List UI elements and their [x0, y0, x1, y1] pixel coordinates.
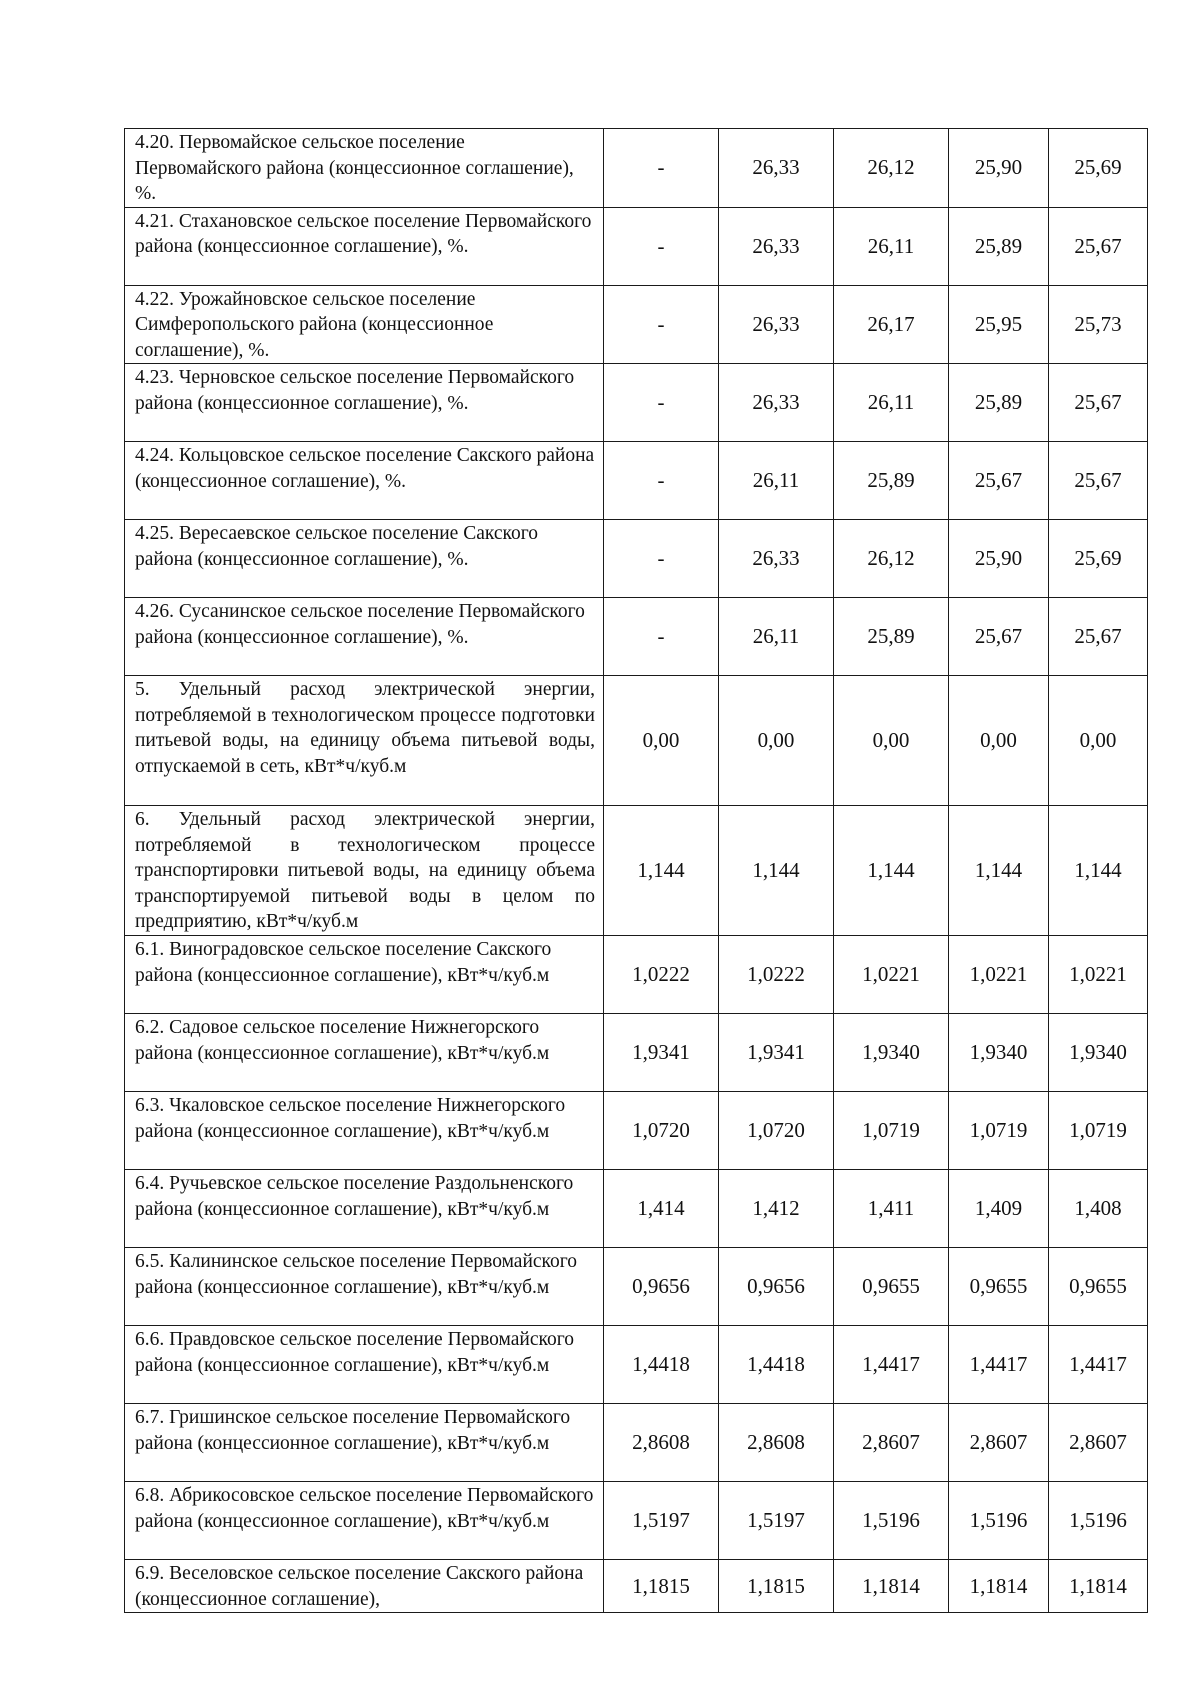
value-cell: 1,4418	[604, 1326, 719, 1404]
value-cell: 0,00	[1049, 676, 1148, 806]
table-row	[125, 1092, 1148, 1170]
value-cell: 1,1814	[1049, 1560, 1148, 1613]
value-cell: 2,8608	[719, 1404, 834, 1482]
value-cell: 2,8608	[604, 1404, 719, 1482]
value-cell: 1,0221	[949, 936, 1049, 1014]
value-cell: 1,5196	[1049, 1482, 1148, 1560]
value-cell: 26,33	[719, 364, 834, 442]
value-cell: -	[604, 442, 719, 520]
row-label-cell: 4.22. Урожайновское сельское поселение Симферопольского района (концессионное соглашение), %.	[125, 285, 604, 364]
row-label-cell: 6. Удельный расход электрической энергии, потребляемой в технологическом процессе транспортировки питьевой воды, на единицу объема транспортируемой питьевой воды в целом по предприятию, кВт*ч/куб.м	[125, 806, 604, 936]
value-cell: 0,00	[834, 676, 949, 806]
value-cell: 1,144	[719, 806, 834, 936]
value-cell: 1,9340	[949, 1014, 1049, 1092]
value-cell: 1,5196	[949, 1482, 1049, 1560]
value-cell: 26,33	[719, 285, 834, 364]
value-cell: 0,9655	[949, 1248, 1049, 1326]
row-label-cell: 6.6. Правдовское сельское поселение Первомайского района (концессионное соглашение), кВт*ч/куб.м	[125, 1326, 604, 1404]
value-cell: 1,5197	[604, 1482, 719, 1560]
row-label-cell: 6.3. Чкаловское сельское поселение Нижнегорского района (концессионное соглашение), кВт*ч/куб.м	[125, 1092, 604, 1170]
value-cell: 0,9655	[834, 1248, 949, 1326]
table-row	[125, 598, 1148, 676]
value-cell: 1,1815	[719, 1560, 834, 1613]
table-row	[125, 676, 1148, 806]
value-cell: 1,9340	[834, 1014, 949, 1092]
value-cell: 26,17	[834, 285, 949, 364]
row-label-cell: 5. Удельный расход электрической энергии, потребляемой в технологическом процессе подготовки питьевой воды, на единицу объема питьевой воды, отпускаемой в сеть, кВт*ч/куб.м	[125, 676, 604, 806]
value-cell: 1,4418	[719, 1326, 834, 1404]
value-cell: 1,411	[834, 1170, 949, 1248]
value-cell: 25,73	[1049, 285, 1148, 364]
value-cell: 25,67	[1049, 364, 1148, 442]
row-label-cell: 6.1. Виноградовское сельское поселение Сакского района (концессионное соглашение), кВт*ч/куб.м	[125, 936, 604, 1014]
row-label-cell: 6.5. Калининское сельское поселение Первомайского района (концессионное соглашение), кВт*ч/куб.м	[125, 1248, 604, 1326]
table-row	[125, 936, 1148, 1014]
value-cell: 25,67	[1049, 207, 1148, 285]
value-cell: 1,1814	[834, 1560, 949, 1613]
value-cell: -	[604, 207, 719, 285]
value-cell: 1,1814	[949, 1560, 1049, 1613]
row-label-cell: 4.24. Кольцовское сельское поселение Сакского района (концессионное соглашение), %.	[125, 442, 604, 520]
value-cell: -	[604, 364, 719, 442]
value-cell: 1,5196	[834, 1482, 949, 1560]
value-cell: 1,1815	[604, 1560, 719, 1613]
value-cell: 1,4417	[949, 1326, 1049, 1404]
value-cell: -	[604, 285, 719, 364]
row-label-cell: 4.21. Стахановское сельское поселение Первомайского района (концессионное соглашение), %.	[125, 207, 604, 285]
table-row	[125, 129, 1148, 208]
table-row	[125, 1014, 1148, 1092]
value-cell: 25,69	[1049, 520, 1148, 598]
value-cell: 26,12	[834, 520, 949, 598]
row-label-cell: 4.23. Черновское сельское поселение Первомайского района (концессионное соглашение), %.	[125, 364, 604, 442]
value-cell: 1,414	[604, 1170, 719, 1248]
table-row	[125, 1404, 1148, 1482]
value-cell: 1,0720	[604, 1092, 719, 1170]
value-cell: 2,8607	[1049, 1404, 1148, 1482]
value-cell: 25,67	[1049, 598, 1148, 676]
row-label-cell: 4.25. Вересаевское сельское поселение Сакского района (концессионное соглашение), %.	[125, 520, 604, 598]
table-body	[125, 129, 1148, 1613]
value-cell: 1,0221	[1049, 936, 1148, 1014]
table-row	[125, 1482, 1148, 1560]
value-cell: 1,409	[949, 1170, 1049, 1248]
value-cell: 25,90	[949, 520, 1049, 598]
value-cell: 0,00	[949, 676, 1049, 806]
table-row	[125, 520, 1148, 598]
row-label-cell: 6.2. Садовое сельское поселение Нижнегорского района (концессионное соглашение), кВт*ч/куб.м	[125, 1014, 604, 1092]
value-cell: 2,8607	[949, 1404, 1049, 1482]
value-cell: -	[604, 520, 719, 598]
value-cell: 25,89	[949, 364, 1049, 442]
table-row	[125, 285, 1148, 364]
value-cell: 0,00	[604, 676, 719, 806]
value-cell: 1,0719	[949, 1092, 1049, 1170]
table-row	[125, 1560, 1148, 1613]
row-label-cell: 4.20. Первомайское сельское поселение Первомайского района (концессионное соглашение), %.	[125, 129, 604, 208]
value-cell: 26,11	[719, 442, 834, 520]
value-cell: 26,12	[834, 129, 949, 208]
value-cell: 26,33	[719, 520, 834, 598]
value-cell: 1,412	[719, 1170, 834, 1248]
value-cell: 25,89	[834, 598, 949, 676]
value-cell: 25,95	[949, 285, 1049, 364]
value-cell: -	[604, 598, 719, 676]
value-cell: 25,67	[949, 598, 1049, 676]
table-row	[125, 1326, 1148, 1404]
value-cell: 1,144	[949, 806, 1049, 936]
value-cell: 1,0222	[604, 936, 719, 1014]
value-cell: 0,00	[719, 676, 834, 806]
row-label-cell: 6.4. Ручьевское сельское поселение Раздольненского района (концессионное соглашение), кВт*ч/куб.м	[125, 1170, 604, 1248]
row-label-cell: 6.8. Абрикосовское сельское поселение Первомайского района (концессионное соглашение), кВт*ч/куб.м	[125, 1482, 604, 1560]
value-cell: 26,33	[719, 207, 834, 285]
table-row	[125, 364, 1148, 442]
value-cell: 2,8607	[834, 1404, 949, 1482]
row-label-cell: 4.26. Сусанинское сельское поселение Первомайского района (концессионное соглашение), %.	[125, 598, 604, 676]
value-cell: 1,0222	[719, 936, 834, 1014]
value-cell: 26,11	[834, 207, 949, 285]
value-cell: -	[604, 129, 719, 208]
value-cell: 26,11	[719, 598, 834, 676]
value-cell: 26,11	[834, 364, 949, 442]
value-cell: 25,67	[949, 442, 1049, 520]
value-cell: 25,89	[949, 207, 1049, 285]
table-row	[125, 1248, 1148, 1326]
indicators-table	[124, 128, 1148, 1613]
value-cell: 1,9340	[1049, 1014, 1148, 1092]
value-cell: 1,0719	[1049, 1092, 1148, 1170]
row-label-cell: 6.9. Веселовское сельское поселение Сакского района (концессионное соглашение),	[125, 1560, 604, 1613]
value-cell: 0,9655	[1049, 1248, 1148, 1326]
value-cell: 1,4417	[1049, 1326, 1148, 1404]
value-cell: 25,67	[1049, 442, 1148, 520]
value-cell: 25,69	[1049, 129, 1148, 208]
value-cell: 1,0720	[719, 1092, 834, 1170]
table-row	[125, 1170, 1148, 1248]
value-cell: 1,0221	[834, 936, 949, 1014]
value-cell: 1,408	[1049, 1170, 1148, 1248]
value-cell: 25,90	[949, 129, 1049, 208]
row-label-cell: 6.7. Гришинское сельское поселение Первомайского района (концессионное соглашение), кВт*ч/куб.м	[125, 1404, 604, 1482]
value-cell: 1,5197	[719, 1482, 834, 1560]
table-row	[125, 442, 1148, 520]
value-cell: 1,9341	[719, 1014, 834, 1092]
value-cell: 0,9656	[604, 1248, 719, 1326]
table-row	[125, 207, 1148, 285]
value-cell: 1,9341	[604, 1014, 719, 1092]
value-cell: 1,144	[834, 806, 949, 936]
value-cell: 1,144	[604, 806, 719, 936]
value-cell: 1,144	[1049, 806, 1148, 936]
value-cell: 0,9656	[719, 1248, 834, 1326]
value-cell: 1,0719	[834, 1092, 949, 1170]
value-cell: 1,4417	[834, 1326, 949, 1404]
value-cell: 26,33	[719, 129, 834, 208]
value-cell: 25,89	[834, 442, 949, 520]
table-row	[125, 806, 1148, 936]
